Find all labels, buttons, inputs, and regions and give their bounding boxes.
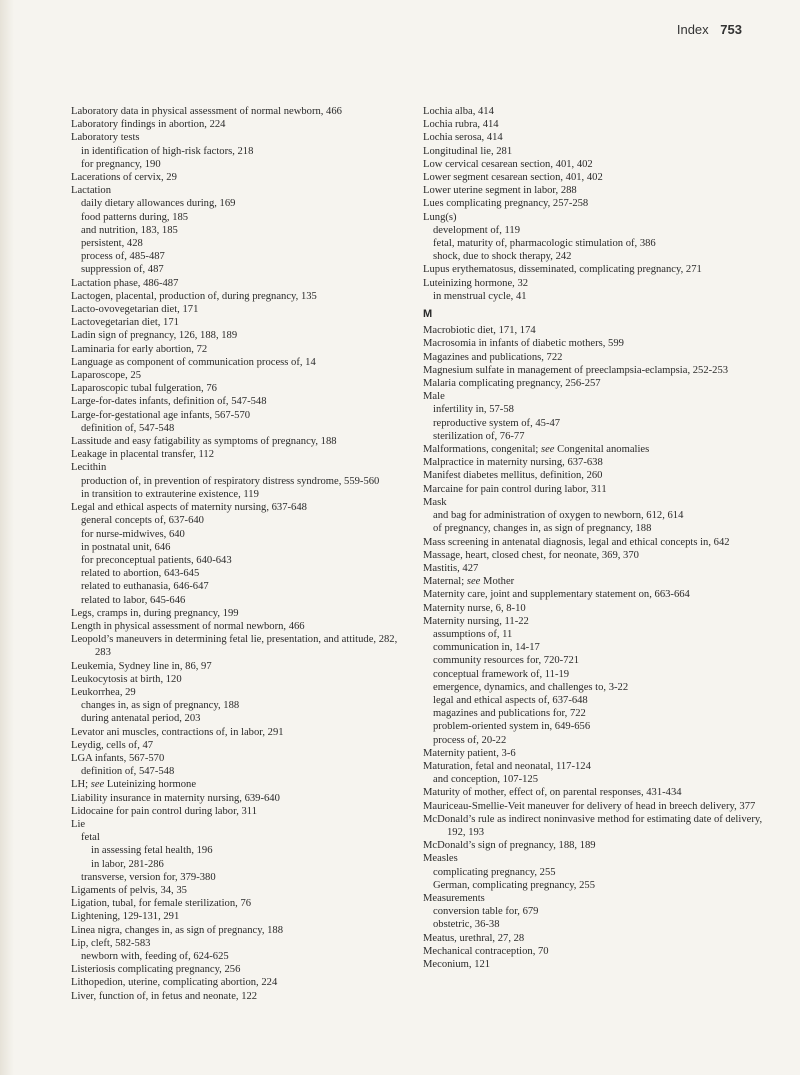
entry-text: Lactovegetarian diet, 171 — [71, 317, 179, 329]
index-entry — [71, 105, 411, 118]
entry-text: LH; — [71, 779, 91, 791]
entry-text: Listeriosis complicating pregnancy, 256 — [71, 964, 241, 976]
page-edge-shadow — [0, 0, 14, 1075]
entry-text: Laboratory tests — [71, 132, 140, 144]
index-entry — [71, 356, 411, 369]
index-subentry — [71, 250, 411, 263]
index-subentry — [423, 905, 773, 918]
entry-text: of pregnancy, changes in, as sign of pregnancy, 188 — [433, 523, 652, 535]
index-subentry — [71, 158, 411, 171]
index-subentry — [423, 417, 773, 430]
index-subentry — [423, 681, 773, 694]
entry-text: Male — [423, 391, 445, 403]
entry-text: Large-for-gestational age infants, 567-570 — [71, 409, 251, 421]
entry-text: Maturation, fetal and neonatal, 117-124 — [423, 760, 591, 772]
index-entry — [423, 892, 773, 905]
entry-text: in transition to extrauterine existence, 119 — [81, 488, 259, 500]
entry-text: Maternity care, joint and supplementary statement on, 663-664 — [423, 589, 690, 601]
entry-text: Maternity patient, 3-6 — [423, 747, 516, 759]
index-entry — [423, 813, 773, 839]
index-entry — [423, 364, 773, 377]
index-subentry — [71, 567, 411, 580]
entry-text: fetal, maturity of, pharmacologic stimulation of, 386 — [433, 238, 656, 250]
index-entry — [71, 897, 411, 910]
index-entry — [423, 377, 773, 390]
entry-text: Maternal; — [423, 576, 467, 588]
index-entry — [71, 343, 411, 356]
index-entry — [423, 351, 773, 364]
index-entry — [423, 932, 773, 945]
index-entry — [423, 184, 773, 197]
index-subentry — [71, 580, 411, 593]
index-entry — [423, 575, 773, 588]
entry-text: development of, 119 — [433, 224, 520, 236]
index-subentry — [423, 918, 773, 931]
index-entry — [423, 615, 773, 628]
entry-text: suppression of, 487 — [81, 264, 164, 276]
section-letter: M — [423, 308, 433, 321]
entry-text: Lochia serosa, 414 — [423, 132, 503, 144]
entry-text: Magazines and publications, 722 — [423, 351, 563, 363]
index-entry — [71, 448, 411, 461]
index-entry — [423, 786, 773, 799]
entry-text: fetal — [81, 832, 100, 844]
entry-text: Malpractice in maternity nursing, 637-638 — [423, 457, 603, 469]
entry-text: Meconium, 121 — [423, 959, 491, 970]
index-subentry — [423, 290, 773, 303]
entry-text: Laboratory findings in abortion, 224 — [71, 119, 226, 131]
index-entry — [423, 588, 773, 601]
index-entry — [71, 395, 411, 408]
entry-text: Liability insurance in maternity nursing, 639-640 — [71, 792, 280, 804]
index-entry — [423, 536, 773, 549]
entry-text: definition of, 547-548 — [81, 766, 175, 778]
index-subentry — [423, 734, 773, 747]
entry-text: Measles — [423, 853, 458, 865]
index-entry — [423, 483, 773, 496]
index-subentry — [423, 522, 773, 535]
entry-text: during antenatal period, 203 — [81, 713, 201, 725]
entry-text: changes in, as sign of pregnancy, 188 — [81, 700, 240, 712]
index-entry — [423, 131, 773, 144]
index-entry — [71, 461, 411, 474]
index-entry — [423, 800, 773, 813]
entry-text: Length in physical assessment of normal newborn, 466 — [71, 620, 305, 632]
entry-text: Meatus, urethral, 27, 28 — [423, 932, 525, 944]
entry-text: related to labor, 645-646 — [81, 594, 186, 606]
entry-text: LGA infants, 567-570 — [71, 752, 165, 764]
see-target: Mother — [480, 576, 515, 588]
index-entry — [71, 739, 411, 752]
index-entry — [423, 197, 773, 210]
entry-text: Leydig, cells of, 47 — [71, 739, 154, 751]
entry-text: infertility in, 57-58 — [433, 404, 514, 416]
index-subentry — [71, 541, 411, 554]
entry-text: Maternity nursing, 11-22 — [423, 615, 529, 627]
entry-text: obstetric, 36-38 — [433, 919, 500, 931]
entry-text: Malformations, congenital; — [423, 444, 541, 456]
entry-text: Maternity nurse, 6, 8-10 — [423, 602, 526, 614]
entry-text: Lie — [71, 818, 86, 830]
entry-text: Lithopedion, uterine, complicating abortion, 224 — [71, 977, 278, 989]
entry-text: and conception, 107-125 — [433, 774, 539, 786]
entry-text: Lactation — [71, 185, 112, 197]
entry-text: Laparoscopic tubal fulgeration, 76 — [71, 383, 217, 395]
index-entry — [423, 443, 773, 456]
index-entry — [71, 633, 411, 659]
index-entry — [423, 324, 773, 337]
entry-text: Leopold’s maneuvers in determining fetal lie, presentation, and attitude, 282, 283 — [71, 634, 398, 659]
index-subentry — [423, 250, 773, 263]
entry-text: Lightening, 129-131, 291 — [71, 911, 180, 923]
entry-text: Lung(s) — [423, 211, 457, 223]
entry-text: Leukocytosis at birth, 120 — [71, 673, 182, 685]
index-entry — [423, 760, 773, 773]
index-entry — [71, 686, 411, 699]
entry-text: transverse, version for, 379-380 — [81, 871, 216, 883]
entry-text: Lactogen, placental, production of, during pregnancy, 135 — [71, 290, 317, 302]
index-entry — [71, 673, 411, 686]
entry-text: Lochia alba, 414 — [423, 106, 494, 117]
entry-text: legal and ethical aspects of, 637-648 — [433, 694, 588, 706]
index-subentry — [423, 866, 773, 879]
entry-text: assumptions of, 11 — [433, 628, 513, 640]
entry-text: related to euthanasia, 646-647 — [81, 581, 209, 593]
index-entry — [423, 263, 773, 276]
index-subentry — [71, 594, 411, 607]
entry-text: Lochia rubra, 414 — [423, 119, 499, 131]
index-entry — [71, 963, 411, 976]
entry-text: Macrobiotic diet, 171, 174 — [423, 325, 536, 337]
index-subentry — [71, 211, 411, 224]
entry-text: Longitudinal lie, 281 — [423, 145, 513, 157]
entry-text: Manifest diabetes mellitus, definition, 260 — [423, 470, 603, 482]
index-subentry — [71, 237, 411, 250]
index-subentry — [423, 237, 773, 250]
index-entry — [423, 747, 773, 760]
entry-text: in menstrual cycle, 41 — [433, 290, 527, 302]
entry-text: Ligation, tubal, for female sterilization, 76 — [71, 898, 252, 910]
index-entry — [423, 839, 773, 852]
index-entry — [423, 549, 773, 562]
entry-text: process of, 485-487 — [81, 251, 165, 263]
entry-text: related to abortion, 643-645 — [81, 568, 200, 580]
see-target: Congenital anomalies — [554, 444, 650, 456]
entry-text: complicating pregnancy, 255 — [433, 866, 556, 878]
index-entry — [71, 184, 411, 197]
index-subentry — [71, 224, 411, 237]
entry-text: general concepts of, 637-640 — [81, 515, 204, 527]
index-column-left — [71, 105, 411, 1003]
index-entry — [71, 884, 411, 897]
entry-text: magazines and publications for, 722 — [433, 708, 586, 720]
index-entry — [71, 409, 411, 422]
index-entry — [71, 937, 411, 950]
index-subentry — [423, 654, 773, 667]
index-subentry — [71, 488, 411, 501]
entry-text: production of, in prevention of respiratory distress syndrome, 559-560 — [81, 475, 380, 487]
entry-text: Laparoscope, 25 — [71, 370, 142, 382]
index-entry — [71, 660, 411, 673]
entry-text: in postnatal unit, 646 — [81, 541, 171, 553]
index-entry — [423, 469, 773, 482]
entry-text: Lactation phase, 486-487 — [71, 277, 179, 289]
index-subentry — [71, 514, 411, 527]
entry-text: shock, due to shock therapy, 242 — [433, 251, 572, 263]
entry-text: daily dietary allowances during, 169 — [81, 198, 236, 210]
index-entry — [423, 211, 773, 224]
entry-text: Laboratory data in physical assessment of normal newborn, 466 — [71, 106, 342, 117]
entry-text: Lupus erythematosus, disseminated, complicating pregnancy, 271 — [423, 264, 702, 276]
entry-text: persistent, 428 — [81, 238, 143, 250]
index-subentry — [71, 858, 411, 871]
entry-text: problem-oriented system in, 649-656 — [433, 721, 591, 733]
index-subentry — [71, 145, 411, 158]
index-subentry — [71, 422, 411, 435]
index-column-right — [423, 105, 773, 971]
index-entry — [71, 924, 411, 937]
index-subentry — [71, 699, 411, 712]
index-entry — [423, 118, 773, 131]
entry-text: Malaria complicating pregnancy, 256-257 — [423, 378, 601, 390]
index-entry — [423, 456, 773, 469]
entry-text: Lacerations of cervix, 29 — [71, 172, 177, 184]
entry-text: in identification of high-risk factors, 218 — [81, 145, 254, 157]
index-subentry — [423, 641, 773, 654]
entry-text: Ladin sign of pregnancy, 126, 188, 189 — [71, 330, 238, 342]
index-subentry — [71, 197, 411, 210]
see-target: Luteinizing hormone — [104, 779, 197, 791]
entry-text: Magnesium sulfate in management of preeclampsia-eclampsia, 252-253 — [423, 364, 729, 376]
entry-text: Measurements — [423, 892, 485, 904]
index-entry — [423, 105, 773, 118]
entry-text: process of, 20-22 — [433, 734, 507, 746]
entry-text: for pregnancy, 190 — [81, 158, 161, 170]
index-entry — [71, 171, 411, 184]
entry-text: Leukemia, Sydney line in, 86, 97 — [71, 660, 212, 672]
index-entry — [423, 158, 773, 171]
entry-text: Maturity of mother, effect of, on parental responses, 431-434 — [423, 787, 682, 799]
entry-text: Marcaine for pain control during labor, 311 — [423, 483, 607, 495]
entry-text: definition of, 547-548 — [81, 422, 175, 434]
index-entry — [71, 290, 411, 303]
index-entry — [71, 805, 411, 818]
entry-text: Macrosomia in infants of diabetic mothers, 599 — [423, 338, 624, 350]
entry-text: food patterns during, 185 — [81, 211, 189, 223]
entry-text: Mass screening in antenatal diagnosis, legal and ethical concepts in, 642 — [423, 536, 730, 548]
index-entry — [71, 607, 411, 620]
index-entry — [71, 792, 411, 805]
index-entry — [71, 778, 411, 791]
index-entry — [71, 369, 411, 382]
index-entry — [71, 277, 411, 290]
index-entry — [71, 990, 411, 1003]
entry-text: Legal and ethical aspects of maternity nursing, 637-648 — [71, 502, 307, 514]
index-entry — [423, 337, 773, 350]
index-subentry — [71, 950, 411, 963]
index-entry — [423, 852, 773, 865]
index-entry — [71, 303, 411, 316]
entry-text: communication in, 14-17 — [433, 642, 540, 654]
index-subentry — [423, 224, 773, 237]
index-entry — [423, 496, 773, 509]
index-subentry — [423, 694, 773, 707]
entry-text: conceptual framework of, 11-19 — [433, 668, 570, 680]
index-entry — [71, 501, 411, 514]
index-entry — [423, 945, 773, 958]
index-entry — [423, 277, 773, 290]
entry-text: Mauriceau-Smellie-Veit maneuver for delivery of head in breech delivery, 377 — [423, 800, 756, 812]
entry-text: Lassitude and easy fatigability as symptoms of pregnancy, 188 — [71, 436, 337, 448]
index-entry — [71, 976, 411, 989]
entry-text: Lower uterine segment in labor, 288 — [423, 185, 577, 197]
entry-text: McDonald’s sign of pregnancy, 188, 189 — [423, 840, 596, 852]
entry-text: Mastitis, 427 — [423, 562, 479, 574]
entry-text: Lidocaine for pain control during labor, 311 — [71, 805, 257, 817]
entry-text: in assessing fetal health, 196 — [91, 845, 213, 857]
index-entry — [71, 726, 411, 739]
entry-text: Mechanical contraception, 70 — [423, 945, 549, 957]
index-subentry — [423, 720, 773, 733]
entry-text: Liver, function of, in fetus and neonate, 122 — [71, 990, 258, 1002]
index-subentry — [71, 475, 411, 488]
see-reference: see — [540, 444, 555, 456]
entry-text: Lacto-ovovegetarian diet, 171 — [71, 304, 199, 316]
entry-text: Leukorrhea, 29 — [71, 686, 136, 698]
entry-text: Linea nigra, changes in, as sign of pregnancy, 188 — [71, 924, 284, 936]
page-header — [677, 22, 742, 37]
entry-text: Massage, heart, closed chest, for neonate, 369, 370 — [423, 549, 639, 561]
index-entry — [423, 171, 773, 184]
index-subentry — [71, 765, 411, 778]
entry-text: emergence, dynamics, and challenges to, 3-22 — [433, 681, 629, 693]
index-entry — [423, 390, 773, 403]
index-subentry — [71, 554, 411, 567]
index-subentry — [423, 668, 773, 681]
index-subentry — [423, 707, 773, 720]
entry-text: McDonald’s rule as indirect noninvasive method for estimating date of delivery, 192, 193 — [423, 813, 763, 838]
index-entry — [71, 118, 411, 131]
index-entry — [71, 818, 411, 831]
index-entry — [71, 620, 411, 633]
index-subentry — [71, 263, 411, 276]
see-reference: see — [466, 576, 481, 588]
entry-text: newborn with, feeding of, 624-625 — [81, 951, 229, 962]
index-entry — [71, 910, 411, 923]
index-entry — [423, 562, 773, 575]
index-subentry — [71, 844, 411, 857]
index-subentry — [71, 712, 411, 725]
page-number: 753 — [720, 22, 742, 37]
index-entry — [71, 316, 411, 329]
entry-text: Lip, cleft, 582-583 — [71, 937, 151, 949]
entry-text: Low cervical cesarean section, 401, 402 — [423, 158, 593, 170]
index-entry — [71, 752, 411, 765]
entry-text: Mask — [423, 496, 447, 508]
entry-text: Levator ani muscles, contractions of, in labor, 291 — [71, 726, 284, 738]
entry-text: sterilization of, 76-77 — [433, 430, 525, 442]
entry-text: conversion table for, 679 — [433, 906, 539, 918]
entry-text: German, complicating pregnancy, 255 — [433, 879, 595, 891]
entry-text: Legs, cramps in, during pregnancy, 199 — [71, 607, 239, 619]
entry-text: and bag for administration of oxygen to newborn, 612, 614 — [433, 510, 684, 522]
index-subentry — [423, 773, 773, 786]
index-subentry — [423, 509, 773, 522]
index-subentry — [423, 403, 773, 416]
index-subentry — [423, 879, 773, 892]
entry-text: Large-for-dates infants, definition of, 547-548 — [71, 396, 267, 408]
index-subentry — [71, 528, 411, 541]
index-subentry — [71, 831, 411, 844]
entry-text: and nutrition, 183, 185 — [81, 224, 178, 236]
index-subentry — [423, 628, 773, 641]
entry-text: in labor, 281-286 — [91, 858, 164, 870]
header-title: Index — [676, 22, 709, 37]
entry-text: for preconceptual patients, 640-643 — [81, 554, 232, 566]
index-entry — [423, 958, 773, 971]
entry-text: Laminaria for early abortion, 72 — [71, 343, 208, 355]
entry-text: Ligaments of pelvis, 34, 35 — [71, 884, 187, 896]
index-entry — [71, 435, 411, 448]
entry-text: Lecithin — [71, 462, 107, 474]
entry-text: Lues complicating pregnancy, 257-258 — [423, 198, 589, 210]
see-reference: see — [90, 779, 105, 791]
entry-text: reproductive system of, 45-47 — [433, 417, 561, 429]
entry-text: Language as component of communication process of, 14 — [71, 356, 316, 368]
entry-text: Lower segment cesarean section, 401, 402 — [423, 172, 603, 184]
index-entry — [423, 602, 773, 615]
index-entry — [71, 131, 411, 144]
index-subentry — [423, 430, 773, 443]
entry-text: community resources for, 720-721 — [433, 655, 580, 667]
index-entry — [71, 382, 411, 395]
entry-text: Leakage in placental transfer, 112 — [71, 449, 215, 461]
entry-text: for nurse-midwives, 640 — [81, 528, 185, 540]
index-entry — [423, 145, 773, 158]
index-entry — [71, 329, 411, 342]
index-subentry — [71, 871, 411, 884]
entry-text: Luteinizing hormone, 32 — [423, 277, 529, 289]
